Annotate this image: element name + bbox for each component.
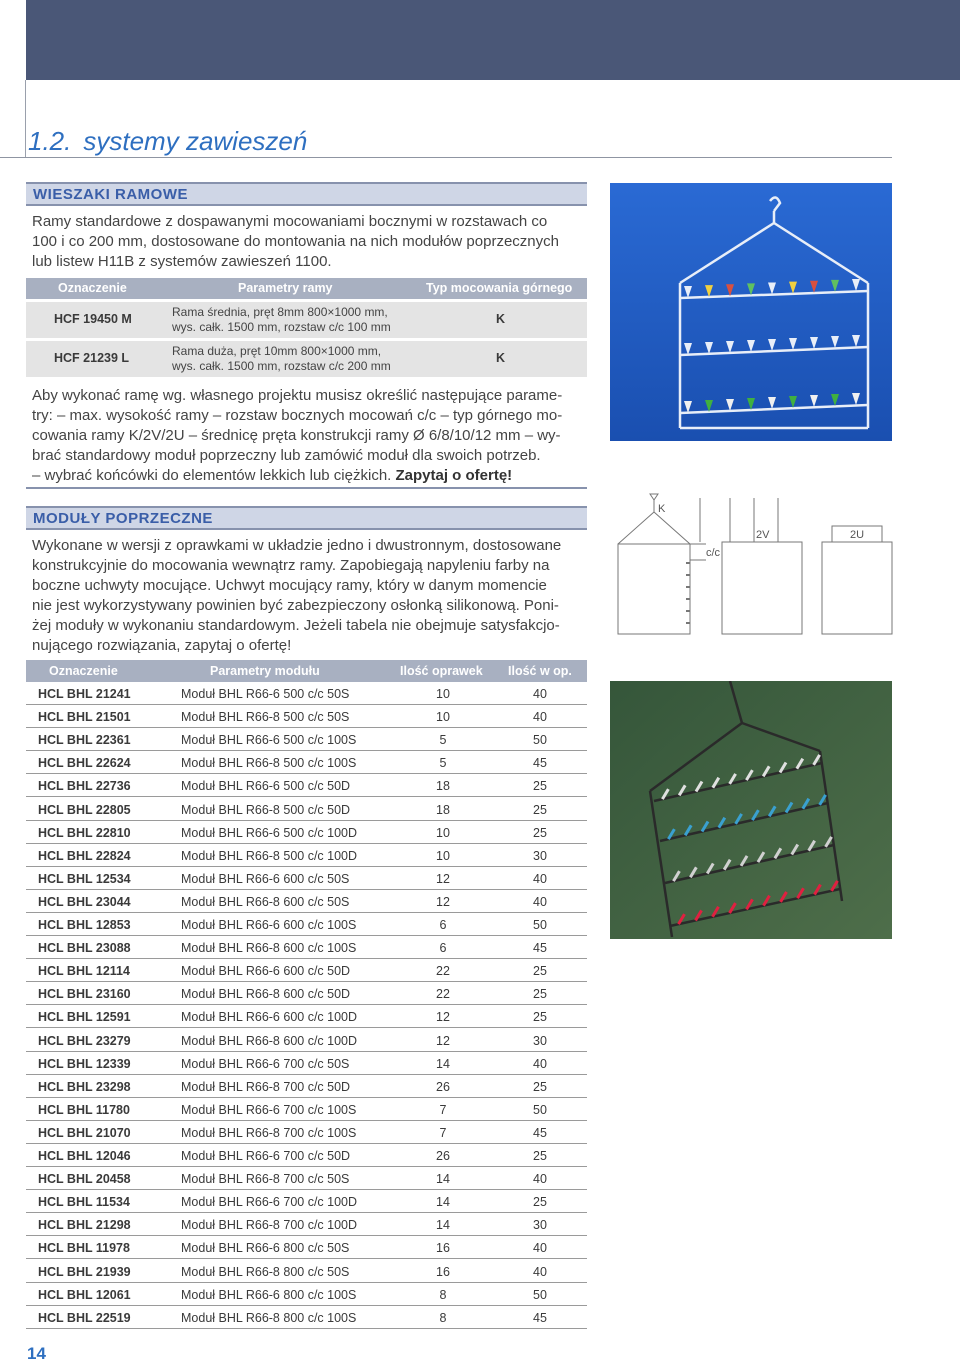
module-pack: 45 (533, 756, 547, 771)
moduly-heading-bar (26, 506, 587, 530)
frame-col-params: Parametry ramy (238, 281, 333, 295)
module-holders: 22 (436, 987, 450, 1002)
module-pack: 45 (533, 1125, 547, 1140)
module-code: HCL BHL 22519 (38, 1310, 131, 1325)
module-code: HCL BHL 12591 (38, 1010, 131, 1025)
table-row (26, 1167, 587, 1190)
module-params: Moduł BHL R66-8 800 c/c 50S (181, 1264, 350, 1279)
section-title-text: systemy zawieszeń (83, 126, 308, 156)
module-pack: 40 (533, 687, 547, 701)
module-code: HCL BHL 21298 (38, 1218, 131, 1233)
diagram-label-k: K (658, 503, 666, 515)
module-code: HCL BHL 12853 (38, 918, 131, 932)
module-code: HCL BHL 11978 (38, 1241, 130, 1256)
table-row (26, 890, 587, 913)
k-hook-icon (650, 494, 658, 500)
wieszaki-note (32, 386, 584, 486)
module-holders: 10 (436, 687, 450, 701)
table-row (26, 1052, 587, 1075)
module-code: HCL BHL 21501 (38, 710, 131, 725)
module-pack: 40 (533, 871, 547, 886)
module-holders: 6 (439, 918, 447, 932)
table-row (26, 751, 587, 774)
diagram-line (654, 512, 690, 544)
table-row (26, 798, 587, 821)
module-holders: 8 (439, 1310, 447, 1325)
module-params: Moduł BHL R66-8 600 c/c 100S (181, 941, 357, 956)
module-holders: 5 (439, 756, 447, 771)
moduly-intro-line: konstrukcyjnie do mocowania wewnątrz ramy. Zapobiegają napyleniu farby na (32, 557, 550, 574)
module-pack: 25 (533, 825, 547, 840)
module-holders: 12 (436, 1010, 450, 1025)
modules-col-params: Parametry modułu (210, 664, 320, 678)
module-pack: 25 (533, 964, 547, 979)
table-row (26, 1098, 587, 1121)
table-row (26, 1005, 587, 1028)
wieszaki-note-line: cowania ramy K/2V/2U – średnicę pręta konstrukcji ramy Ø 6/8/10/12 mm – wy- (32, 427, 561, 444)
table-row (26, 1283, 587, 1306)
module-pack: 45 (533, 1310, 547, 1325)
modules-col-pack: Ilość w op. (508, 664, 572, 678)
module-pack: 50 (533, 918, 547, 932)
module-params: Moduł BHL R66-6 600 c/c 100D (181, 1010, 358, 1025)
module-code: HCL BHL 22810 (38, 825, 131, 840)
modules-col-code: Oznaczenie (49, 664, 118, 678)
module-pack: 25 (533, 802, 547, 817)
table-row (26, 1190, 587, 1213)
moduly-intro-line: Wykonane w wersji z oprawkami w układzie jedno i dwustronnym, dostosowane (32, 537, 562, 554)
table-row (26, 936, 587, 959)
module-pack: 40 (533, 1241, 547, 1256)
module-params: Moduł BHL R66-6 700 c/c 50S (181, 1056, 350, 1071)
table-row (26, 1236, 587, 1259)
module-pack: 25 (533, 1079, 547, 1094)
diagram-label-cc: c/c (706, 547, 721, 559)
frame-photo (610, 183, 892, 441)
diagram-label-2v: 2V (756, 529, 770, 541)
module-params: Moduł BHL R66-8 700 c/c 50S (181, 1172, 350, 1187)
table-row (26, 1121, 587, 1144)
module-holders: 6 (439, 941, 447, 956)
module-code: HCL BHL 22361 (38, 733, 131, 748)
frame-params (172, 305, 391, 335)
module-pack: 30 (533, 848, 547, 863)
module-code: HCL BHL 23279 (38, 1033, 131, 1048)
table-row (26, 682, 587, 705)
table-row (26, 1260, 587, 1283)
module-params: Moduł BHL R66-8 500 c/c 50D (181, 802, 351, 817)
table-row (26, 867, 587, 890)
moduly-intro-line: żej moduły w wykonaniu standardowym. Jeżeli tabela nie obejmuje satysfakcjo- (32, 617, 560, 634)
module-pack: 50 (533, 1287, 547, 1302)
module-holders: 16 (436, 1241, 450, 1256)
module-code: HCL BHL 23298 (38, 1079, 131, 1094)
module-params: Moduł BHL R66-8 600 c/c 100D (181, 1033, 358, 1048)
table-row (26, 728, 587, 751)
module-holders: 14 (436, 1056, 450, 1071)
module-code: HCL BHL 22624 (38, 756, 131, 771)
module-holders: 7 (439, 1102, 447, 1117)
module-code: HCL BHL 12061 (38, 1287, 131, 1302)
frame-types-diagram (610, 492, 895, 637)
header-band (26, 0, 960, 80)
module-code: HCL BHL 23160 (38, 987, 131, 1002)
module-code: HCL BHL 11534 (38, 1195, 130, 1210)
module-params: Moduł BHL R66-8 500 c/c 100D (181, 848, 358, 863)
page-title (28, 126, 307, 157)
module-pack: 45 (533, 941, 547, 956)
frame-teeth (686, 562, 690, 624)
2v-frame (722, 542, 802, 634)
module-params: Moduł BHL R66-8 700 c/c 100D (181, 1218, 358, 1233)
module-pack: 40 (533, 1056, 547, 1071)
moduly-intro (32, 536, 584, 656)
moduly-heading: MODUŁY POPRZECZNE (33, 510, 213, 527)
module-holders: 14 (436, 1195, 450, 1210)
module-holders: 14 (436, 1172, 450, 1187)
module-holders: 5 (439, 733, 447, 748)
module-params: Moduł BHL R66-6 600 c/c 100S (181, 918, 357, 932)
module-params: Moduł BHL R66-6 500 c/c 50S (181, 687, 350, 701)
2u-frame (822, 542, 892, 634)
module-code: HCL BHL 22736 (38, 779, 131, 794)
wieszaki-note-line: – wybrać końcówki do elementów lekkich lub ciężkich. (32, 467, 392, 484)
module-code: HCL BHL 20458 (38, 1172, 131, 1187)
table-row (26, 844, 587, 867)
module-code: HCL BHL 21070 (38, 1125, 131, 1140)
offer-link[interactable]: Zapytaj o ofertę! (395, 467, 513, 484)
module-holders: 18 (436, 802, 450, 817)
table-row (26, 705, 587, 728)
module-code: HCL BHL 12534 (38, 871, 131, 886)
table-row (26, 913, 587, 936)
table-row (26, 1306, 587, 1329)
module-params: Moduł BHL R66-6 500 c/c 50D (181, 779, 351, 794)
module-pack: 25 (533, 779, 547, 794)
module-holders: 22 (436, 964, 450, 979)
modules-col-holders: Ilość oprawek (400, 664, 483, 678)
module-code: HCL BHL 23044 (38, 894, 131, 909)
k-frame (618, 544, 690, 634)
wieszaki-note-line: Aby wykonać ramę wg. własnego projektu musisz określić następujące parame- (32, 387, 563, 404)
module-holders: 10 (436, 710, 450, 725)
frame-type: K (496, 351, 506, 365)
moduly-intro-line: nującego rozwiązania, zapytaj o ofertę! (32, 637, 292, 654)
table-row (26, 982, 587, 1005)
moduly-intro-line: nie jest wykorzystywany powinien być zabezpieczony osłonką silikonową. Poni- (32, 597, 559, 614)
module-pack: 40 (533, 710, 547, 725)
frame-params-line: Rama średnia, pręt 8mm 800×1000 mm, (172, 305, 388, 319)
module-params: Moduł BHL R66-8 500 c/c 50S (181, 710, 350, 725)
module-holders: 12 (436, 1033, 450, 1048)
frame-params (172, 344, 391, 374)
module-params: Moduł BHL R66-8 600 c/c 50D (181, 987, 351, 1002)
module-pack: 50 (533, 1102, 547, 1117)
module-holders: 8 (439, 1287, 447, 1302)
module-pack: 30 (533, 1218, 547, 1233)
module-params: Moduł BHL R66-8 500 c/c 100S (181, 756, 357, 771)
module-pack: 25 (533, 1195, 547, 1210)
module-params: Moduł BHL R66-8 700 c/c 100S (181, 1125, 357, 1140)
wieszaki-intro-line: Ramy standardowe z dospawanymi mocowaniami bocznymi w rozstawach co (32, 213, 548, 230)
module-holders: 16 (436, 1264, 450, 1279)
module-params: Moduł BHL R66-6 800 c/c 50S (181, 1241, 350, 1256)
module-holders: 26 (436, 1149, 450, 1163)
left-rule (25, 80, 26, 158)
module-code: HCL BHL 22805 (38, 802, 131, 817)
module-holders: 26 (436, 1079, 450, 1094)
module-code: HCL BHL 21939 (38, 1264, 131, 1279)
table-row (26, 821, 587, 844)
module-params: Moduł BHL R66-6 700 c/c 100D (181, 1195, 358, 1210)
table-row (26, 1213, 587, 1236)
module-params: Moduł BHL R66-6 500 c/c 100D (181, 825, 358, 840)
module-params: Moduł BHL R66-8 600 c/c 50S (181, 894, 350, 909)
frame-type: K (496, 312, 506, 326)
module-pack: 50 (533, 733, 547, 748)
module-holders: 14 (436, 1218, 450, 1233)
frame-params-line: wys. całk. 1500 mm, rozstaw c/c 200 mm (172, 359, 391, 373)
frame-table-header (26, 278, 587, 299)
module-pack: 30 (533, 1033, 547, 1048)
module-code: HCL BHL 11780 (38, 1102, 130, 1117)
module-params: Moduł BHL R66-6 600 c/c 50D (181, 964, 351, 979)
table-row (26, 341, 587, 377)
module-pack: 40 (533, 1264, 547, 1279)
module-pack: 40 (533, 894, 547, 909)
section-divider (26, 487, 587, 489)
wieszaki-heading: WIESZAKI RAMOWE (33, 186, 188, 203)
wieszaki-intro (32, 212, 584, 272)
module-pack: 40 (533, 1172, 547, 1187)
frame-params-line: Rama duża, pręt 10mm 800×1000 mm, (172, 344, 382, 358)
table-row (26, 302, 587, 338)
module-code: HCL BHL 21241 (38, 687, 131, 701)
module-holders: 12 (436, 894, 450, 909)
module-params: Moduł BHL R66-8 800 c/c 100S (181, 1310, 357, 1325)
module-code: HCL BHL 12339 (38, 1056, 131, 1071)
module-code: HCL BHL 22824 (38, 848, 131, 863)
modules-table-header (26, 660, 587, 682)
module-params: Moduł BHL R66-8 700 c/c 50D (181, 1079, 351, 1094)
module-code: HCL BHL 12114 (38, 964, 130, 979)
module-holders: 10 (436, 825, 450, 840)
module-holders: 7 (439, 1125, 447, 1140)
page-number: 14 (27, 1344, 46, 1363)
frame-code: HCF 19450 M (54, 312, 132, 326)
module-code: HCL BHL 23088 (38, 941, 131, 956)
module-code: HCL BHL 12046 (38, 1149, 131, 1163)
wieszaki-note-line: try: – max. wysokość ramy – rozstaw bocznych mocowań c/c – typ górnego mo- (32, 407, 563, 424)
module-params: Moduł BHL R66-6 700 c/c 100S (181, 1102, 357, 1117)
frame-code: HCF 21239 L (54, 351, 130, 365)
table-row (26, 959, 587, 982)
module-pack: 25 (533, 1010, 547, 1025)
frame-col-type: Typ mocowania górnego (426, 281, 573, 295)
module-pack: 25 (533, 987, 547, 1002)
module-photo (610, 681, 892, 939)
table-row (26, 1029, 587, 1052)
module-params: Moduł BHL R66-6 700 c/c 50D (181, 1149, 351, 1163)
module-params: Moduł BHL R66-6 600 c/c 50S (181, 871, 350, 886)
diagram-line (618, 512, 654, 544)
frame-col-code: Oznaczenie (58, 281, 127, 295)
module-pack: 25 (533, 1149, 547, 1163)
table-row (26, 774, 587, 797)
wieszaki-intro-line: lub listew H11B z systemów zawieszeń 1100. (32, 253, 332, 270)
title-divider (0, 157, 892, 158)
wieszaki-intro-line: 100 i co 200 mm, dostosowane do montowania na nich modułów poprzecznych (32, 233, 559, 250)
moduly-intro-line: boczne uchwyty mocujące. Uchwyt mocujący ramy, który w danym momencie (32, 577, 547, 594)
module-holders: 18 (436, 779, 450, 794)
table-row (26, 1075, 587, 1098)
module-holders: 12 (436, 871, 450, 886)
section-number: 1.2. (28, 126, 72, 156)
wieszaki-heading-bar (26, 182, 587, 206)
frame-params-line: wys. całk. 1500 mm, rozstaw c/c 100 mm (172, 320, 391, 334)
table-row (26, 1144, 587, 1167)
module-params: Moduł BHL R66-6 500 c/c 100S (181, 733, 357, 748)
module-params: Moduł BHL R66-6 800 c/c 100S (181, 1287, 357, 1302)
wieszaki-note-line: brać standardowy moduł poprzeczny lub zamówić moduł dla swoich potrzeb. (32, 447, 541, 464)
module-holders: 10 (436, 848, 450, 863)
diagram-label-2u: 2U (850, 529, 865, 541)
